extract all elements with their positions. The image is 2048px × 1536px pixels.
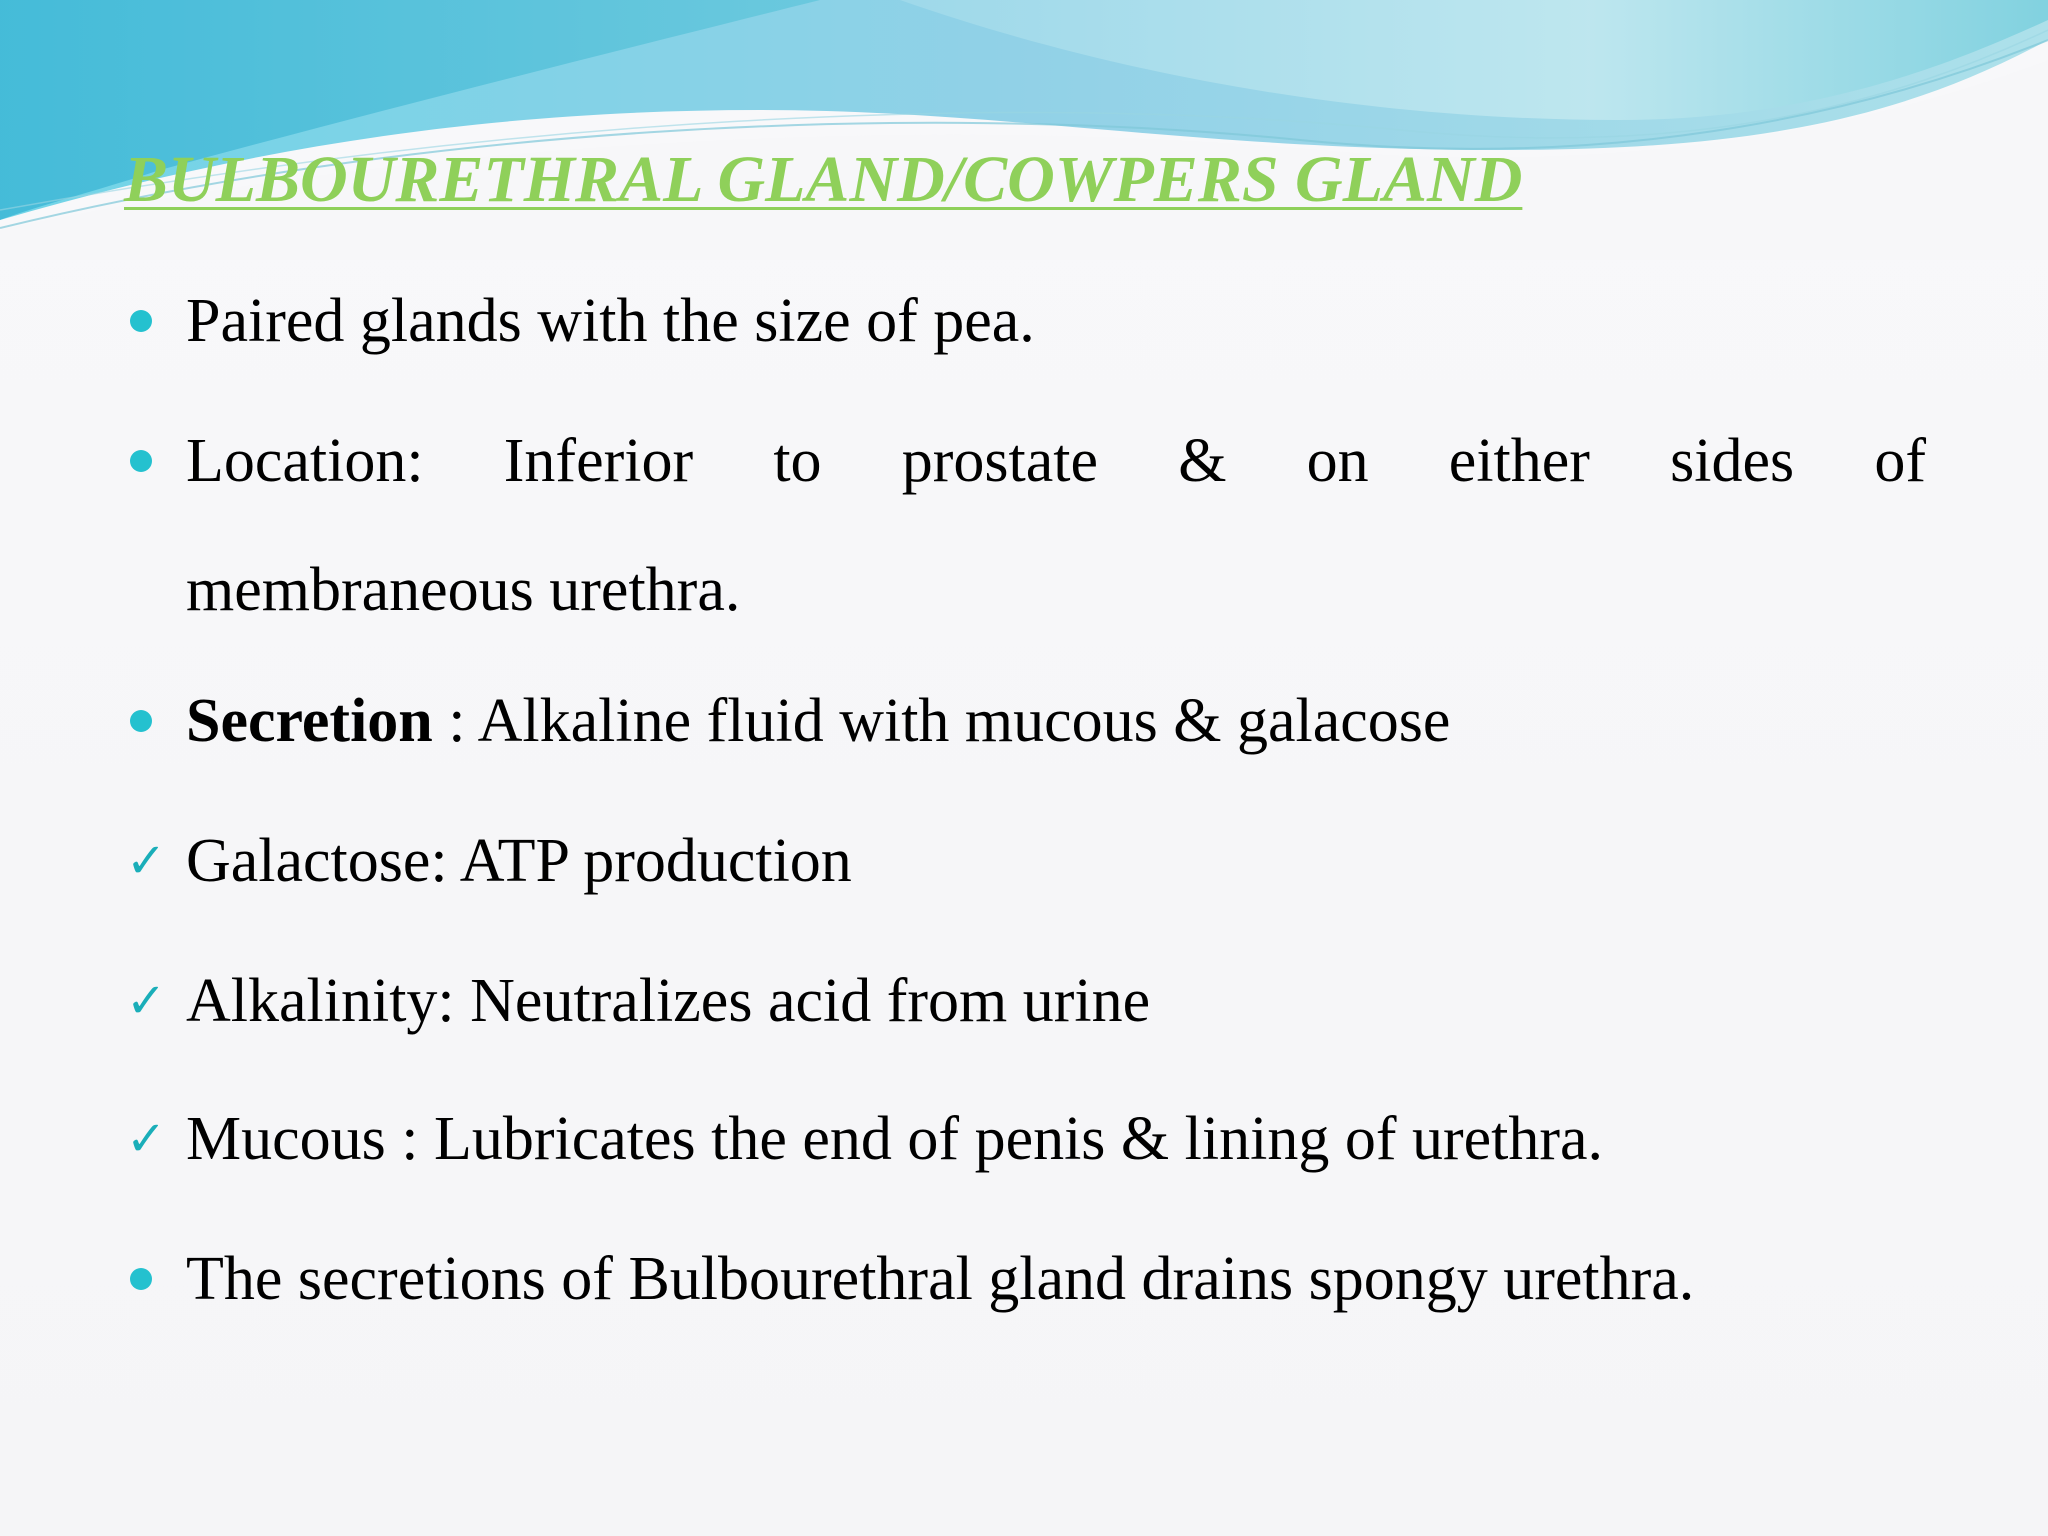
round-dot-icon (126, 1248, 186, 1310)
list-item (126, 827, 1926, 895)
list-item (126, 287, 1926, 355)
list-item (126, 427, 1926, 495)
word: Inferior (503, 427, 694, 495)
round-dot-icon (126, 290, 186, 352)
word: sides (1670, 427, 1795, 495)
round-dot-icon (126, 430, 186, 492)
list-item-text: Alkalinity: Neutralizes acid from urine (186, 967, 1151, 1035)
list-item (126, 687, 1926, 755)
word: either (1448, 427, 1590, 495)
slide-title: BULBOURETHRAL GLAND/COWPERS GLAND (124, 143, 1523, 216)
list-item-text: Paired glands with the size of pea. (186, 287, 1035, 355)
secretion-text: : Alkaline fluid with mucous & galacose (432, 687, 1451, 755)
list-item (126, 1105, 1926, 1173)
list-item-text: The secretions of Bulbourethral gland drains spongy urethra. (186, 1245, 1695, 1313)
list-item (126, 1245, 1926, 1313)
list-item-text: Galactose: ATP production (186, 827, 852, 895)
checkmark-icon: ✓ (126, 973, 167, 1029)
secretion-label: Secretion (186, 687, 433, 755)
word: to (773, 427, 822, 495)
checkmark-icon: ✓ (126, 833, 167, 889)
word: of (1874, 427, 1926, 495)
word: & (1178, 427, 1227, 495)
word: prostate (901, 427, 1098, 495)
checkmark-icon: ✓ (126, 1111, 167, 1167)
list-item-text: Mucous : Lubricates the end of penis & lining of urethra. (186, 1105, 1604, 1173)
word: on (1306, 427, 1369, 495)
word: Location: (186, 427, 424, 495)
list-item-continuation: membraneous urethra. (186, 556, 741, 624)
round-dot-icon (126, 690, 186, 752)
list-item-text-justified (186, 427, 1926, 495)
list-item (126, 967, 1926, 1035)
list-item-text (186, 687, 1926, 755)
